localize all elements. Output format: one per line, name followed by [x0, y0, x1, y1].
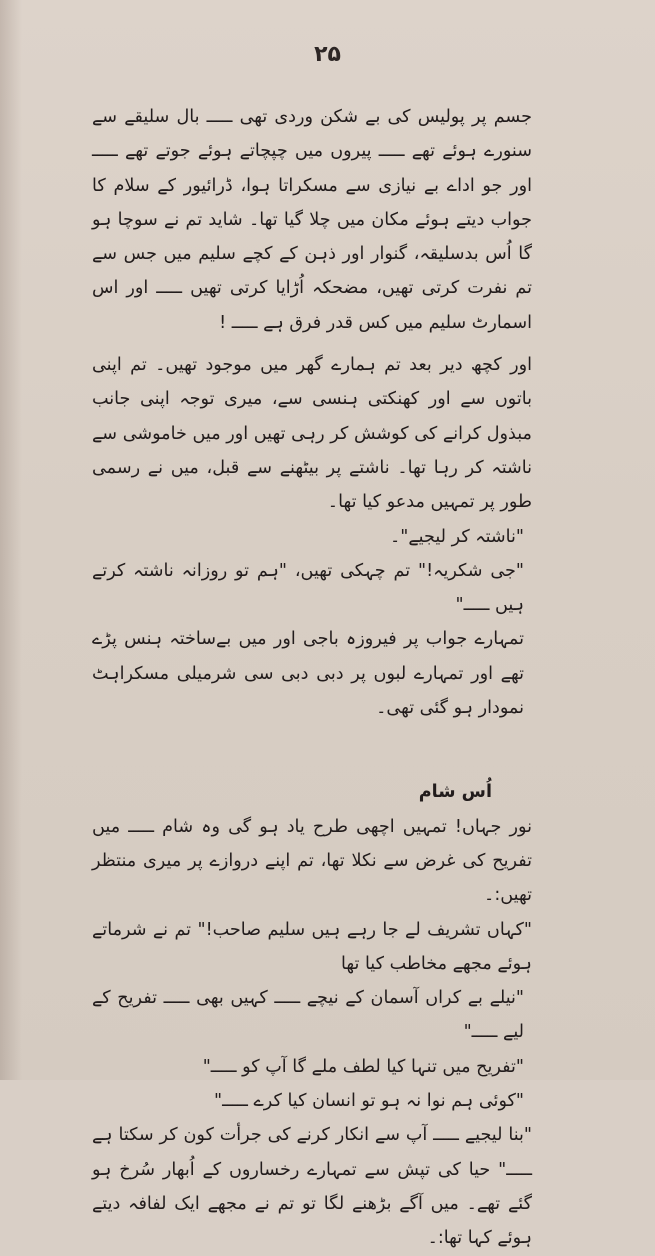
section-paragraph-3: "نیلے بے کراں آسمان کے نیچے ـــــ کہیں بھی ـــــ تفریح کے لیے ـــــ" — [92, 988, 524, 1043]
page-number: ۲۵ — [314, 42, 341, 67]
section-paragraph-4: "تفریح میں تنہا کیا لطف ملے گا آپ کو ـــــ" — [202, 1056, 524, 1077]
page-body — [92, 100, 532, 1256]
section-paragraph-6: "بنا لیجیے ـــــ آپ سے انکار کرنے کی جرأت کون کر سکتا ہے ـــــ" حیا کی تپش سے تمہارے رخساروں کے اُبھار سُرخ ہو گئے تھے۔ میں آگے بڑھنے لگا تو تم نے مجھے ایک لفافہ دیتے ہوئے کہا تھا:۔ — [92, 1125, 532, 1249]
paragraph-2: اور کچھ دیر بعد تم ہمارے گھر میں موجود تھیں۔ تم اپنی باتوں سے اور کھنکتی ہنسی سے، میری توجہ اپنی جانب مبذول کرانے کی کوشش کر رہی تھیں اور میں خاموشی سے ناشتہ کر رہا تھا۔ ناشتے پر بیٹھنے سے قبل، میں نے رسمی طور پر تمہیں مدعو کیا تھا۔ — [92, 355, 532, 513]
paragraph-1: جسم پر پولیس کی بے شکن وردی تھی ـــــ بال سلیقے سے سنورے ہوئے تھے ـــــ پیروں میں چپچاتے ہوئے جوتے تھے ـــــ اور جو اداے بے نیازی سے مسکراتا ہوا، ڈرائیور کے سلام کا جواب دیتے ہوئے مکان میں چلا گیا تھا۔ شاید تم نے سوچا ہو گا اُس بدسلیقہ، گنوار اور ذہن کے کچے سلیم میں جس سے تم نفرت کرتی تھیں، مضحکہ اُڑایا کرتی تھیں ـــــ اور اس اسمارٹ سلیم میں کس قدر فرق ہے ـــــ ! — [92, 107, 532, 333]
section-paragraph-2: "کہاں تشریف لے جا رہے ہیں سلیم صاحب!" تم نے شرماتے ہوئے مجھے مخاطب کیا تھا — [92, 919, 532, 974]
section-heading: اُس شام — [418, 782, 492, 803]
paragraph-5: تمہارے جواب پر فیروزہ باجی اور میں بےساختہ ہنس پڑے تھے اور تمہارے لبوں پر دبی دبی سی شرمیلی مسکراہٹ نمودار ہو گئی تھی۔ — [92, 629, 524, 719]
section-paragraph-5: "کوئی ہم نوا نہ ہو تو انسان کیا کرے ـــــ" — [214, 1091, 524, 1112]
paragraph-3: "ناشتہ کر لیجیے"۔ — [389, 526, 524, 547]
section-paragraph-1: نور جہاں! تمہیں اچھی طرح یاد ہو گی وہ شام ـــــ میں تفریح کی غرض سے نکلا تھا، تم اپنے دروازے پر میری منتظر تھیں:۔ — [92, 816, 532, 906]
paragraph-4: "جی شکریہ!" تم چہکی تھیں، "ہم تو روزانہ ناشتہ کرتے ہیں ـــــ" — [92, 560, 524, 616]
